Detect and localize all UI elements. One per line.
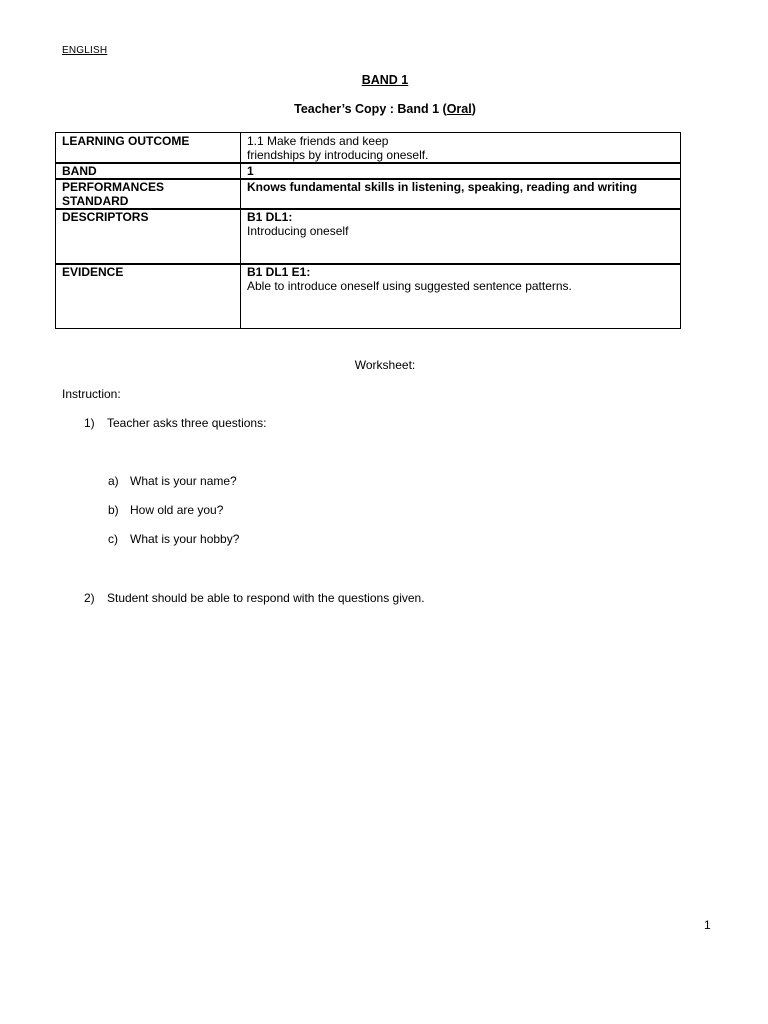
question-letter: c) — [108, 532, 118, 546]
copy-title — [0, 102, 768, 116]
evidence-text: Able to introduce oneself using suggested sentence patterns. — [247, 279, 572, 293]
instruction-step-2 — [84, 591, 425, 605]
page-number: 1 — [704, 918, 711, 932]
descriptors-value — [241, 209, 681, 264]
evidence-label: EVIDENCE — [56, 264, 241, 329]
evidence-code: B1 DL1 E1: — [247, 265, 311, 279]
step-text: Teacher asks three questions: — [107, 416, 267, 430]
instruction-step-1 — [84, 416, 266, 430]
performance-label-line2: STANDARD — [62, 194, 129, 208]
step-number: 1) — [84, 416, 95, 430]
instruction-heading: Instruction: — [62, 387, 121, 401]
band-value: 1 — [241, 163, 681, 179]
step-text: Student should be able to respond with the questions given. — [107, 591, 425, 605]
learning-outcome-line1: 1.1 Make friends and keep — [247, 134, 389, 148]
band-info-table — [55, 132, 681, 329]
evidence-value — [241, 264, 681, 329]
learning-outcome-label: LEARNING OUTCOME — [56, 133, 241, 164]
band-title: BAND 1 — [361, 73, 409, 87]
descriptors-code: B1 DL1: — [247, 210, 293, 224]
question-text: How old are you? — [130, 503, 224, 517]
worksheet-title: Worksheet: — [354, 358, 416, 372]
performance-label-line1: PERFORMANCES — [62, 180, 165, 194]
question-text: What is your name? — [130, 474, 237, 488]
step-number: 2) — [84, 591, 95, 605]
question-item — [108, 503, 223, 517]
copy-title-oral: Oral — [446, 102, 472, 116]
learning-outcome-line2: friendships by introducing oneself. — [247, 148, 429, 162]
table-row — [56, 163, 681, 179]
question-letter: b) — [108, 503, 119, 517]
subject-label: ENGLISH — [62, 45, 108, 56]
table-row — [56, 179, 681, 209]
performance-standard-value: Knows fundamental skills in listening, speaking, reading and writing — [241, 179, 681, 209]
table-row — [56, 209, 681, 264]
question-letter: a) — [108, 474, 119, 488]
question-item — [108, 532, 239, 546]
question-text: What is your hobby? — [130, 532, 240, 546]
table-row — [56, 264, 681, 329]
table-row — [56, 133, 681, 164]
copy-title-suffix: ) — [471, 102, 476, 116]
descriptors-label: DESCRIPTORS — [56, 209, 241, 264]
descriptors-text: Introducing oneself — [247, 224, 349, 238]
copy-title-prefix: Teacher’s Copy : Band 1 ( — [294, 102, 447, 116]
question-item — [108, 474, 237, 488]
band-label: BAND — [56, 163, 241, 179]
learning-outcome-value — [241, 133, 681, 164]
performance-standard-label — [56, 179, 241, 209]
